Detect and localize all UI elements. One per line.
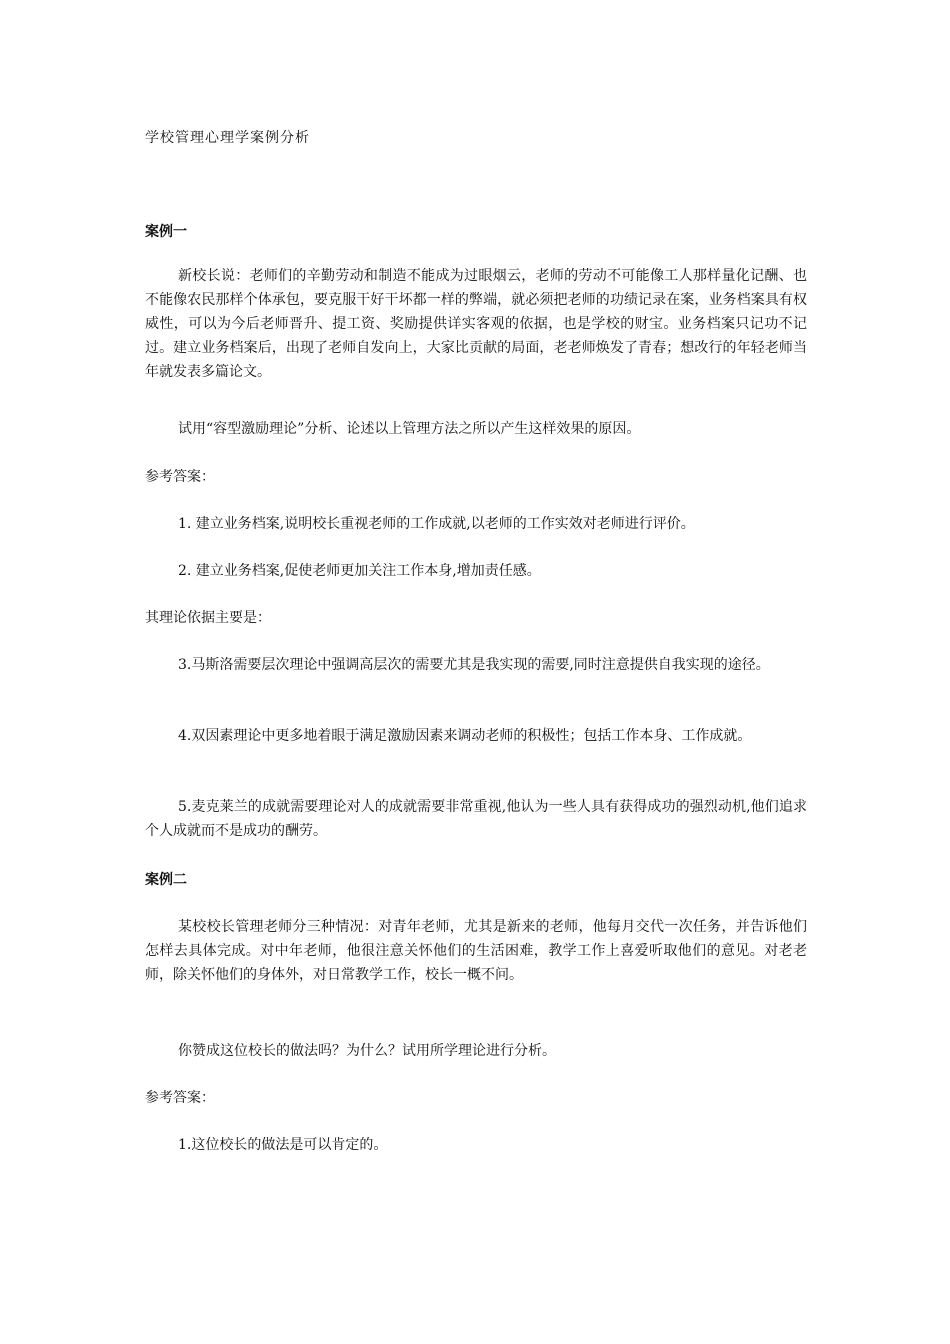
- case2-answer-1: 1.这位校长的做法是可以肯定的。: [178, 1137, 388, 1153]
- case2-heading: 案例二: [145, 872, 187, 888]
- case1-theory-3: 3.马斯洛需要层次理论中强调高层次的需要尤其是我实现的需要,同时注意提供自我实现的途径。: [178, 657, 770, 673]
- case1-question: 试用“容型激励理论”分析、论述以上管理方法之所以产生这样效果的原因。: [178, 421, 641, 437]
- case1-theory-4: 4.双因素理论中更多地着眼于满足激励因素来调动老师的积极性；包括工作本身、工作成就。: [178, 728, 752, 744]
- case2-paragraph: 某校校长管理老师分三种情况：对青年老师，尤其是新来的老师，他每月交代一次任务，并告诉他们怎样去具体完成。对中年老师，他很注意关怀他们的生活困难，教学工作上喜爱听取他们的意见。对老老师，除关怀他们的身体外，对日常教学工作，校长一概不问。: [145, 919, 807, 983]
- case2-question: 你赞成这位校长的做法吗？为什么？试用所学理论进行分析。: [178, 1043, 556, 1059]
- case1-answer-1: 1. 建立业务档案,说明校长重视老师的工作成就,以老师的工作实效对老师进行评价。: [178, 516, 695, 532]
- case1-answer-label: 参考答案：: [145, 469, 215, 485]
- document-title: 学校管理心理学案例分析: [145, 130, 310, 146]
- case1-paragraph: 新校长说：老师们的辛勤劳动和制造不能成为过眼烟云，老师的劳动不可能像工人那样量化记酬、也不能像农民那样个体承包，要克服干好干坏都一样的弊端，就必须把老师的功绩记录在案，业务档案具有权威性，可以为今后老师晋升、提工资、奖励提供详实客观的依据，也是学校的财宝。业务档案只记功不记过。建立业务档案后，出现了老师自发向上，大家比贡献的局面，老老师焕发了青春；想改行的年轻老师当年就发表多篇论文。: [145, 268, 807, 380]
- case1-answer-2: 2. 建立业务档案,促使老师更加关注工作本身,增加责任感。: [178, 563, 541, 579]
- document-page: [145, 0, 807, 1344]
- case1-theory-5: 5.麦克莱兰的成就需要理论对人的成就需要非常重视,他认为一些人具有获得成功的强烈动机,他们追求个人成就而不是成功的酬劳。: [145, 799, 807, 839]
- case1-heading: 案例一: [145, 224, 187, 240]
- case2-answer-label: 参考答案：: [145, 1090, 215, 1106]
- case1-theory-label: 其理论依据主要是：: [145, 610, 271, 626]
